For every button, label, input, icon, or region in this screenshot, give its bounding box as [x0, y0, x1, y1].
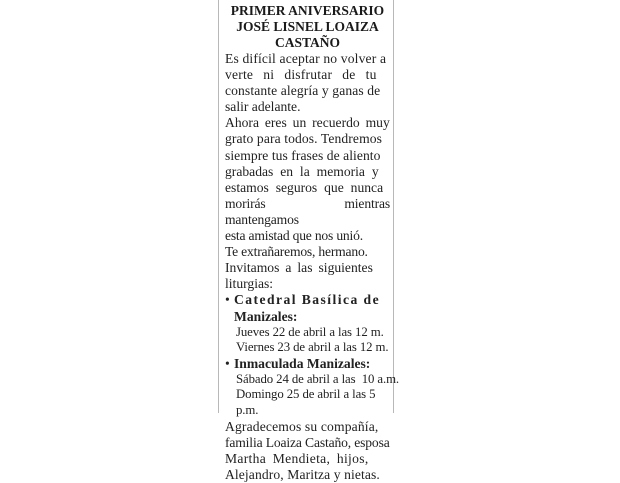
- text-line: Alejandro, Maritza y nietas.: [225, 466, 380, 482]
- paragraph-3: [225, 244, 390, 260]
- liturgy-item: [225, 355, 400, 419]
- liturgy-item: [225, 292, 390, 355]
- text-line: siempre tus frases de aliento: [225, 147, 381, 163]
- text-line: Ahora eres un recuerdo muy: [225, 115, 390, 131]
- text-line: familia Loaiza Castaño, esposa: [225, 434, 390, 450]
- liturgy-time: Sábado 24 de abril a las 10 a.m.: [236, 371, 400, 386]
- bullet-icon: •: [225, 292, 230, 308]
- bullet-icon: •: [225, 355, 230, 371]
- title-line-1: PRIMER ANIVERSARIO: [230, 3, 385, 18]
- liturgy-time: Viernes 23 de abril a las 12 m.: [236, 340, 389, 355]
- text-line: grabadas en la memoria y: [225, 163, 379, 179]
- text-line: constante alegría y ganas de: [225, 83, 381, 99]
- notice-title: [225, 3, 390, 51]
- paragraph-1: [225, 51, 390, 115]
- text-line: Agradecemos su compañía,: [225, 418, 379, 434]
- liturgy-place-continued: Manizales:: [234, 308, 298, 324]
- text-line: Te extrañaremos, hermano.: [225, 244, 368, 260]
- text-line: Invitamos a las siguientes: [225, 260, 373, 276]
- text-line: Es difícil aceptar no volver a: [225, 51, 387, 66]
- text-line: liturgias:: [225, 276, 274, 292]
- liturgy-place: Catedral Basílica de: [234, 292, 381, 308]
- paragraph-2: [225, 115, 390, 244]
- text-line: Martha Mendieta, hijos,: [225, 450, 369, 466]
- liturgy-time: Domingo 25 de abril a las 5 p.m.: [236, 387, 376, 418]
- title-line-2: JOSÉ LISNEL LOAIZA: [236, 19, 379, 34]
- closing-paragraph: [225, 419, 390, 483]
- title-line-3: CASTAÑO: [274, 35, 340, 50]
- liturgy-place: Inmaculada Manizales:: [234, 355, 371, 371]
- text-line: verte ni disfrutar de tu: [225, 67, 377, 83]
- obituary-notice: [218, 0, 400, 482]
- liturgy-time: Jueves 22 de abril a las 12 m.: [236, 324, 384, 339]
- text-line: salir adelante.: [225, 99, 301, 115]
- text-line: grato para todos. Tendremos: [225, 131, 383, 147]
- text-line: estamos seguros que nunca: [225, 179, 384, 195]
- text-line: morirás mientras mantengamos: [225, 195, 390, 227]
- liturgies-list: [225, 292, 400, 418]
- text-line: esta amistad que nos unió.: [225, 228, 363, 244]
- paragraph-4: [225, 260, 390, 292]
